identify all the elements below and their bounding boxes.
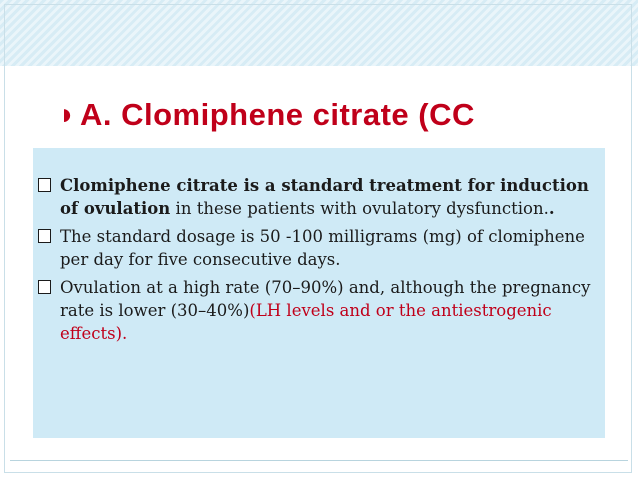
bullet-3-text: Ovulation at a high rate (70–90%) and, although the pregnancy rate is lower (30–40%): [60, 278, 591, 320]
bullet-2-text: The standard dosage is 50 -100 milligrams (mg) of clomiphene per day for five consecutive days.: [60, 227, 585, 269]
bullet-1-end: .: [548, 199, 555, 218]
bullet-1-bold: Clomiphene citrate is a standard treatment for induction of ovulation: [60, 176, 589, 218]
slide-title: [58, 90, 475, 140]
title-bullet-icon: ◗: [58, 98, 77, 131]
checkbox-bullet-icon: [38, 229, 51, 243]
bullet-3-highlight: (LH levels and or the antiestrogenic effects).: [60, 301, 552, 343]
slide-title-text: A. Clomiphene citrate (CC: [80, 97, 475, 132]
bullet-item-3: [48, 276, 595, 345]
content-box: [33, 148, 605, 438]
bottom-divider: [10, 460, 628, 461]
checkbox-bullet-icon: [38, 280, 51, 294]
bullet-item-1: [48, 174, 595, 220]
bullet-1-text: in these patients with ovulatory dysfunction.: [170, 199, 549, 218]
checkbox-bullet-icon: [38, 178, 51, 192]
bullet-item-2: [48, 225, 595, 271]
